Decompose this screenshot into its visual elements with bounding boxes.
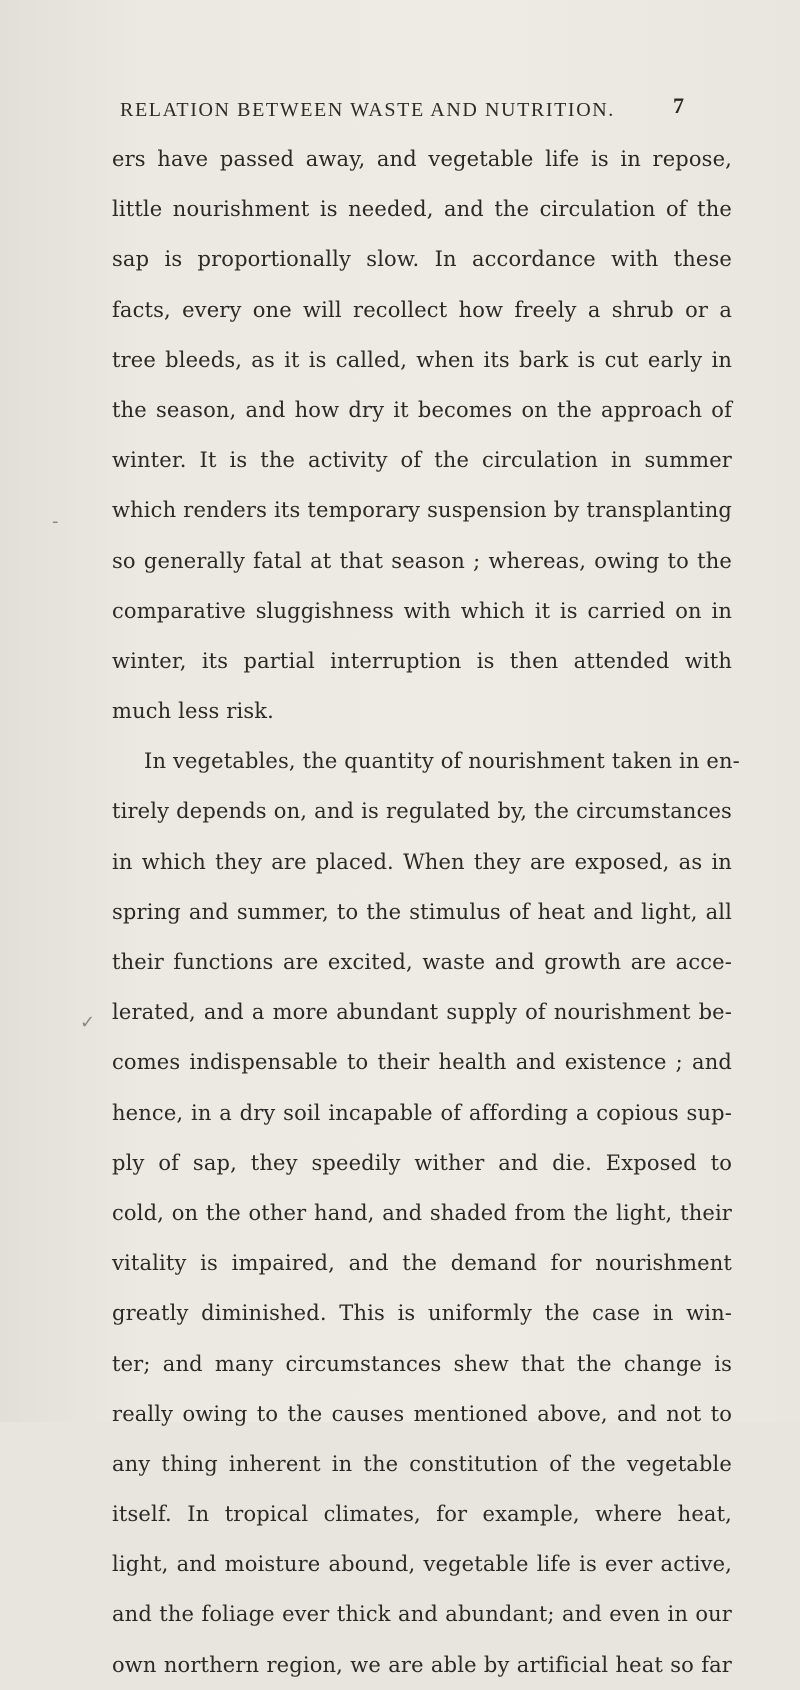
text-line: comparative sluggishness with which it is carried on in [112, 598, 732, 623]
text-line: tree bleeds, as it is called, when its bark is cut early in [112, 347, 732, 372]
paragraph [112, 134, 732, 736]
text-line: own northern region, we are able by artificial heat so far [112, 1652, 732, 1677]
text-line: so generally fatal at that season ; whereas, owing to the [112, 548, 732, 573]
text-line: winter, its partial interruption is then attended with [112, 648, 732, 673]
text-line: which renders its temporary suspension by transplanting [112, 498, 732, 523]
text-line: In vegetables, the quantity of nourishment taken in en- [144, 749, 740, 774]
text-line: winter. It is the activity of the circulation in summer [112, 448, 732, 473]
running-title: RELATION BETWEEN WASTE AND NUTRITION. [120, 99, 615, 121]
text-line: sap is proportionally slow. In accordance with these [112, 247, 732, 272]
text-line: any thing inherent in the constitution of the vegetable [112, 1451, 732, 1476]
margin-tick-mark: ✓ [80, 1012, 96, 1033]
text-line: little nourishment is needed, and the circulation of the [112, 197, 732, 222]
page-number: 7 [673, 93, 684, 118]
text-line: cold, on the other hand, and shaded from the light, their [112, 1200, 732, 1225]
text-line: much less risk. [112, 699, 274, 724]
text-line: comes indispensable to their health and existence ; and [112, 1050, 732, 1075]
text-line: hence, in a dry soil incapable of affording a copious sup- [112, 1100, 732, 1125]
text-line: their functions are excited, waste and growth are acce- [112, 950, 732, 974]
text-line: ers have passed away, and vegetable life is in repose, [112, 147, 732, 171]
text-line: vitality is impaired, and the demand for nourishment [112, 1251, 732, 1276]
text-line: greatly diminished. This is uniformly the case in win- [112, 1301, 732, 1326]
text-line: spring and summer, to the stimulus of heat and light, all [112, 899, 732, 924]
text-line: in which they are placed. When they are exposed, as in [112, 849, 732, 874]
paragraph [112, 736, 740, 1690]
text-line: facts, every one will recollect how freely a shrub or a [112, 297, 732, 322]
body-text [112, 134, 740, 1690]
text-line: and the foliage ever thick and abundant; and even in our [112, 1602, 732, 1627]
text-line: tirely depends on, and is regulated by, the circumstances [112, 799, 732, 824]
text-line: the season, and how dry it becomes on the approach of [112, 397, 732, 422]
text-line: itself. In tropical climates, for example, where heat, [112, 1502, 732, 1527]
text-line: really owing to the causes mentioned above, and not to [112, 1401, 732, 1426]
running-head [120, 93, 684, 123]
text-line: lerated, and a more abundant supply of nourishment be- [112, 1000, 732, 1025]
text-line: ter; and many circumstances shew that the change is [112, 1351, 732, 1376]
margin-dash-mark: - [52, 511, 59, 532]
text-line: ply of sap, they speedily wither and die. Exposed to [112, 1150, 732, 1175]
text-line: light, and moisture abound, vegetable life is ever active, [112, 1552, 732, 1577]
